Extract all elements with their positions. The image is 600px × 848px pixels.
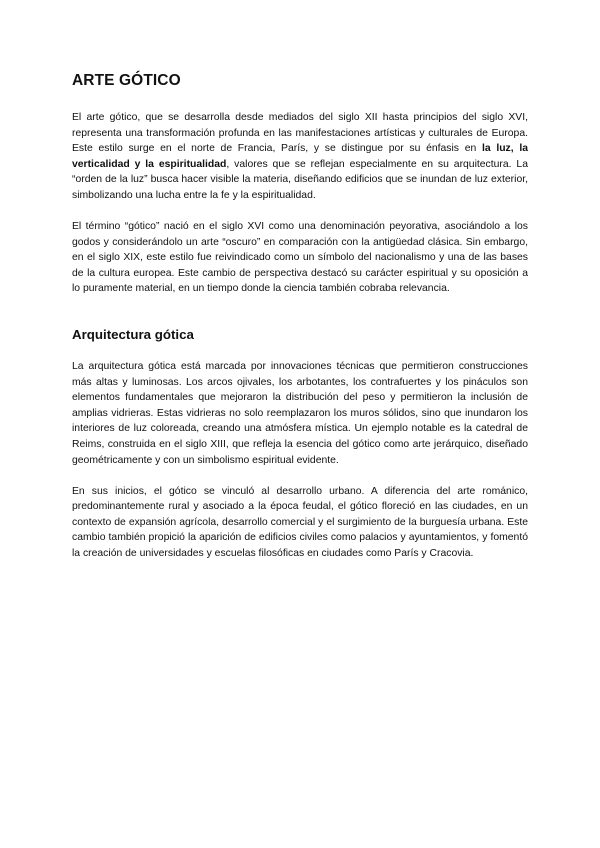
section-title-arquitectura: Arquitectura gótica (72, 327, 194, 343)
document-title: ARTE GÓTICO (72, 72, 181, 89)
section-paragraph-2: En sus inicios, el gótico se vinculó al desarrollo urbano. A diferencia del arte románico, predominantemente rural y asociado a la época feudal, el gótico floreció en las ciudades, en un contexto de expansión agrícola, desarrollo comercial y el surgimiento de la burguesía urbana. Este cambio también propició la aparición de edificios civiles como palacios y ayuntamientos, y fomentó la creación de universidades y escuelas filosóficas en ciudades como París y Cracovia. (72, 485, 528, 560)
document-page (72, 72, 528, 577)
intro-paragraph-2: El término “gótico” nació en el siglo XVI como una denominación peyorativa, asociándolo a los godos y considerándolo un arte “oscuro” en comparación con la antigüedad clásica. Sin embargo, en el siglo XIX, este estilo fue reivindicado como un símbolo del nacionalismo y una de las bases de la cultura europea. Este cambio de perspectiva destacó su carácter espiritual y su oposición a lo puramente material, en un tiempo donde la ciencia también cobraba relevancia. (72, 221, 528, 295)
intro-paragraph-1 (72, 110, 528, 204)
intro-paragraph-1-text-end: , valores que se reflejan especialmente en su arquitectura. La “orden de la luz” busca hacer visible la materia, diseñando edificios que se inundan de luz exterior, simbolizando una lucha entre la fe y la espiritualidad. (72, 158, 528, 201)
section-paragraph-1: La arquitectura gótica está marcada por innovaciones técnicas que permitieron construcciones más altas y luminosas. Los arcos ojivales, los arbotantes, los contrafuertes y los pináculos son elementos fundamentales que mejoraron la distribución del peso y permitieron la inclusión de amplias vidrieras. Estas vidrieras no solo reemplazaron los muros sólidos, sino que inundaron los interiores de luz coloreada, creando una atmósfera mística. Un ejemplo notable es la catedral de Reims, construida en el siglo XIII, que refleja la esencia del gótico como arte jerárquico, diseñado geométricamente y con un simbolismo espiritual evidente. (72, 361, 528, 466)
intro-paragraph-1-text-start: El arte gótico, que se desarrolla desde mediados del siglo XII hasta principios del siglo XVI, representa una transformación profunda en las manifestaciones artísticas y culturales de Europa. Este estilo surge en el norte de Francia, París, y se distingue por su énfasis en (72, 112, 528, 155)
intro-paragraph-1-emphasis: la luz, la verticalidad y la espiritualidad (72, 143, 528, 170)
